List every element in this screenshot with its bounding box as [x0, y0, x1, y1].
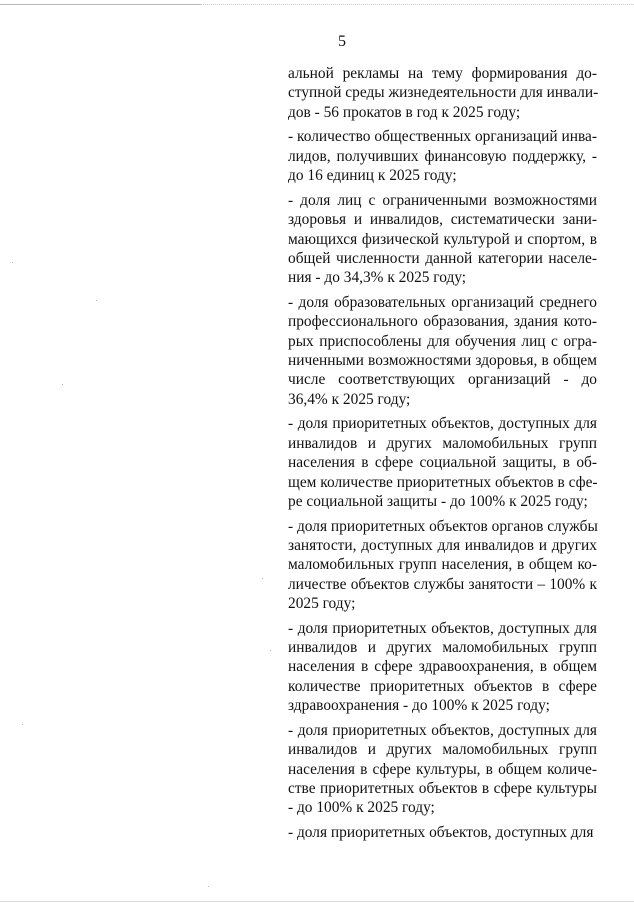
scan-speck [96, 300, 97, 301]
scan-top-edge [0, 4, 200, 5]
text-line: маломобильных групп населения, в общем ко- [288, 556, 597, 574]
text-line: - доля приоритетных объектов, доступных для [288, 415, 597, 433]
text-line: 2025 году; [288, 595, 356, 613]
text-line: занятости, доступных для инвалидов и других [288, 536, 597, 554]
paragraph [288, 517, 597, 614]
paragraph [288, 414, 597, 511]
text-line: - количество общественных организаций инва- [288, 128, 597, 146]
text-line: общей численности данной категории населе- [288, 249, 597, 267]
scan-speck [12, 262, 13, 263]
scan-speck [62, 384, 63, 385]
text-line: рых приспособлены для обучения лиц с огра- [288, 332, 597, 350]
text-line: ре социальной защиты - до 100% к 2025 году; [288, 492, 588, 510]
text-line: щем количестве приоритетных объектов в сфе- [288, 473, 598, 491]
body-text [288, 64, 597, 848]
text-line: здравоохранения - до 100% к 2025 году; [288, 697, 550, 715]
text-line: - доля приоритетных объектов, доступных для [288, 619, 597, 637]
text-line: - доля образовательных организаций среднего [288, 293, 597, 311]
text-line: - доля приоритетных объектов, доступных для [288, 823, 594, 841]
paragraph [288, 721, 597, 818]
text-line: профессионального образования, здания кото- [288, 313, 597, 331]
text-line: - доля приоритетных объектов, доступных для [288, 721, 597, 739]
paragraph [288, 64, 597, 122]
text-line: числе соответствующих организаций - до [288, 371, 597, 389]
text-line: инвалидов и других маломобильных групп [288, 741, 597, 759]
paragraph [288, 823, 597, 842]
text-line: дов - 56 прокатов в год к 2025 году; [288, 103, 521, 121]
text-line: ниченными возможностями здоровья, в общем [288, 352, 597, 370]
scan-speck [270, 650, 271, 651]
text-line: 36,4% к 2025 году; [288, 390, 411, 408]
scan-speck [22, 724, 23, 725]
page-number: 5 [338, 33, 346, 50]
paragraph [288, 191, 597, 288]
scan-top-edge-faint [200, 4, 634, 5]
text-line: мающихся физической культурой и спортом, в [288, 230, 597, 248]
paragraph [288, 293, 597, 409]
text-line: ступной среды жизнедеятельности для инвали- [288, 84, 599, 102]
scan-bottom-edge [0, 901, 634, 902]
text-line: до 16 единиц к 2025 году; [288, 167, 457, 185]
text-line: - до 100% к 2025 году; [288, 799, 435, 817]
text-line: инвалидов и других маломобильных групп [288, 434, 597, 452]
text-line: населения в сфере здравоохранения, в общем [288, 658, 597, 676]
text-line: населения в сфере социальной защиты, в об- [288, 454, 597, 472]
text-line: стве приоритетных объектов в сфере культуры [288, 779, 597, 797]
text-line: количестве приоритетных объектов в сфере [288, 677, 597, 695]
text-line: ния - до 34,3% к 2025 году; [288, 269, 467, 287]
text-line: - доля лиц с ограниченными возможностями [288, 191, 597, 209]
scan-speck [262, 578, 263, 579]
text-line: - доля приоритетных объектов органов службы [288, 517, 598, 535]
text-line: лидов, получивших финансовую поддержку, - [288, 147, 597, 165]
text-line: личестве объектов службы занятости – 100% к [288, 575, 597, 593]
text-line: населения в сфере культуры, в общем количе- [288, 760, 597, 778]
text-line: инвалидов и других маломобильных групп [288, 639, 597, 657]
text-line: альной рекламы на тему формирования до- [288, 65, 597, 82]
scan-speck [208, 886, 209, 887]
paragraph [288, 127, 597, 185]
text-line: здоровья и инвалидов, систематически зани- [288, 211, 597, 229]
paragraph [288, 619, 597, 716]
